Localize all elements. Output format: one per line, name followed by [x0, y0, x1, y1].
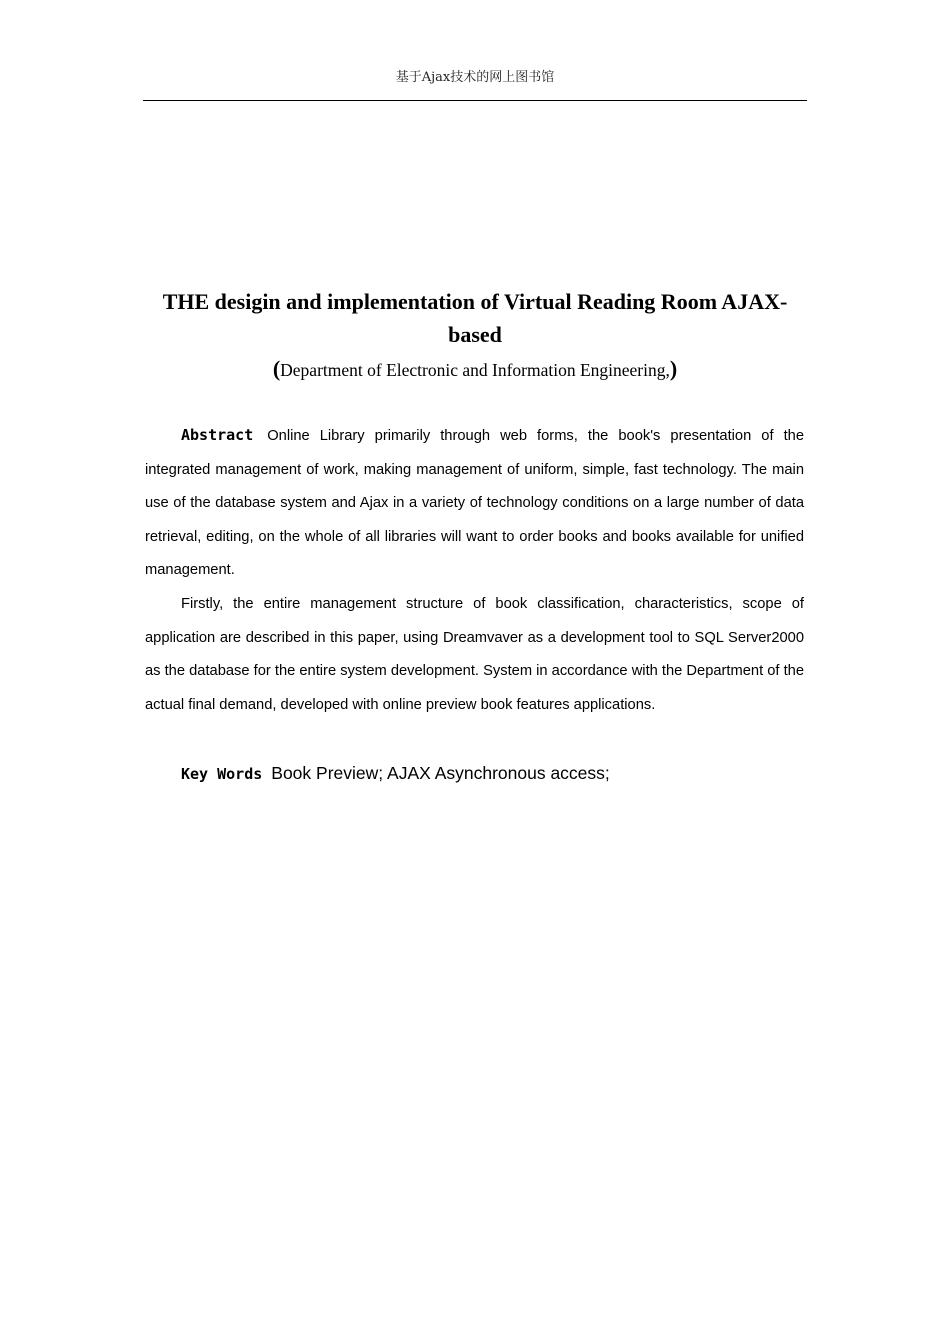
affiliation-open-paren: (	[272, 356, 281, 381]
abstract-text-1: Online Library primarily through web forms, the book's presentation of the integrated management of work, making management of uniform, simple, fast technology. The main use of the database system and Ajax in a variety of technology conditions on a large number of data retrieval, editing, on the whole of all libraries will want to order books and books available for unified management.	[145, 428, 804, 579]
keywords-line	[145, 757, 804, 791]
running-header: 基于Ajax技术的网上图书馆	[395, 70, 555, 85]
abstract-section	[145, 419, 804, 722]
keywords-label: Key Words	[181, 765, 263, 783]
affiliation	[143, 355, 807, 384]
abstract-paragraph-1	[145, 419, 804, 588]
header-rule	[143, 100, 807, 101]
abstract-paragraph-2: Firstly, the entire management structure of book classification, characteristics, scope of application are described in this paper, using Dreamvaver as a development tool to SQL Server2000 as the database for the entire system development. System in accordance with the Department of the actual final demand, developed with online preview book features applications.	[145, 595, 804, 713]
keywords-text: Book Preview; AJAX Asynchronous access;	[271, 763, 610, 783]
abstract-label: Abstract	[181, 426, 254, 444]
affiliation-close-paren: )	[669, 356, 678, 381]
paper-title: THE desigin and implementation of Virtual Reading Room AJAX-based	[162, 289, 788, 347]
affiliation-text: Department of Electronic and Information Engineering,	[280, 360, 670, 380]
